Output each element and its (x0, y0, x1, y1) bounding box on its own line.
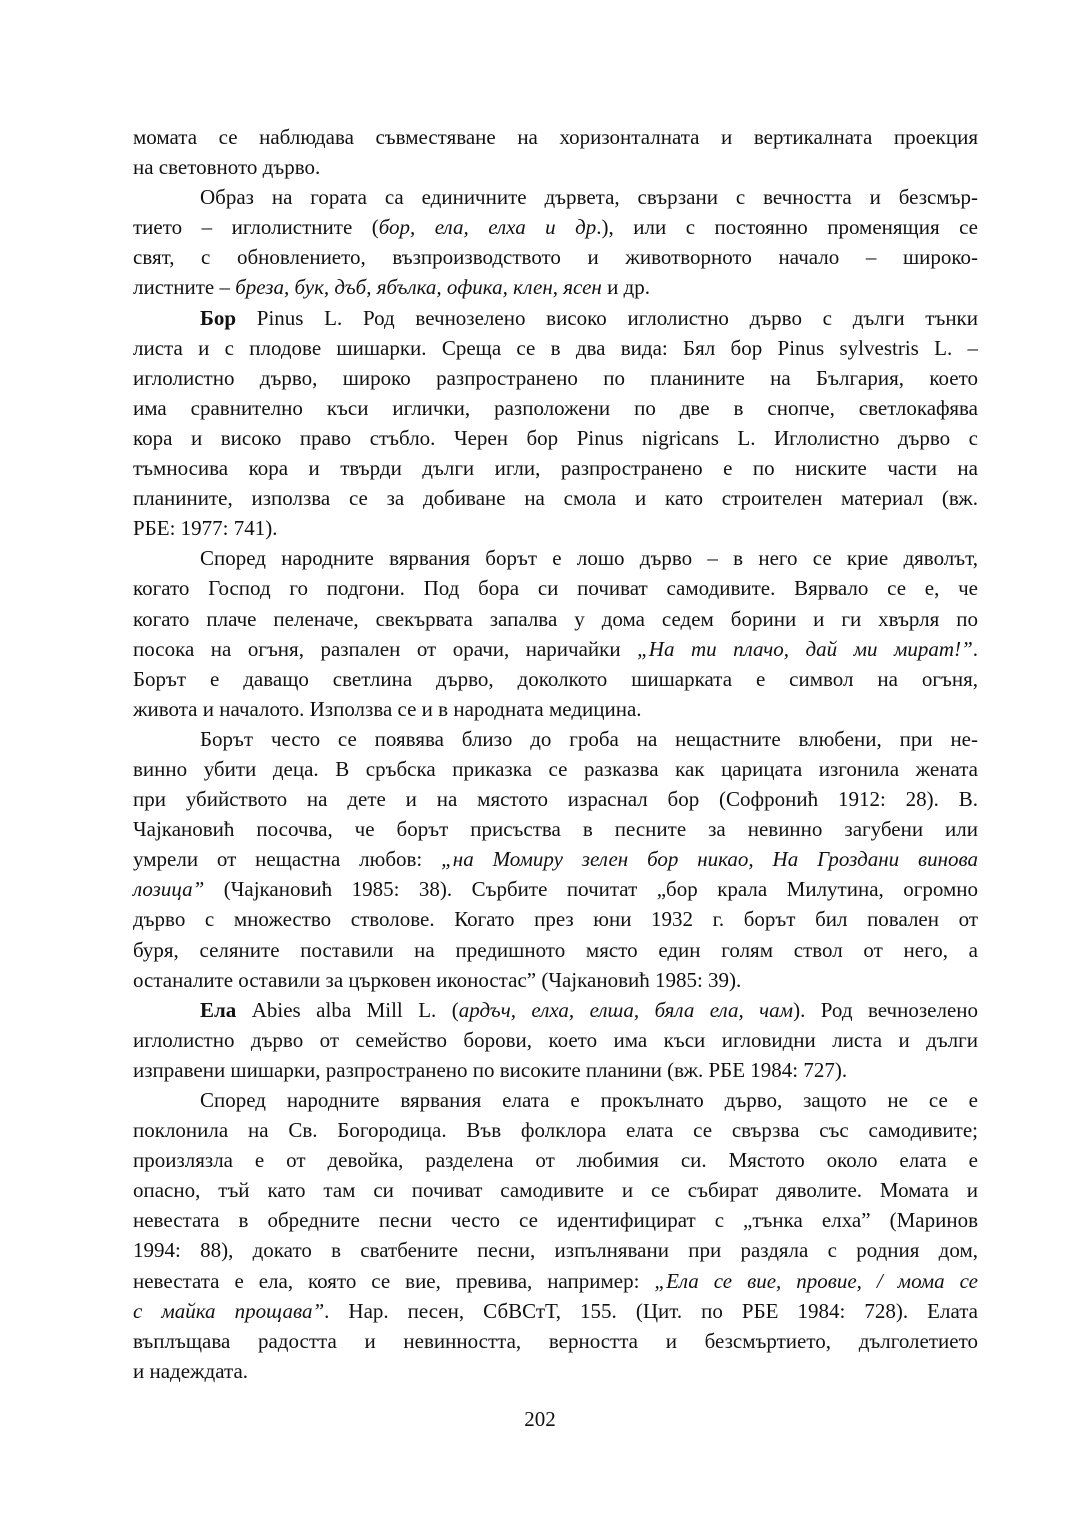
italic-text: ардъч, елха, елша, бяла ела, чам (458, 997, 794, 1022)
text-line (133, 122, 978, 152)
text-run: Abies alba Mill L. ( (236, 997, 459, 1022)
text-line (133, 212, 978, 242)
text-run: . (972, 636, 978, 661)
text-line (133, 935, 978, 965)
text-run: произлязла е от девойка, разделена от любимия си. Мястото около елата е (133, 1148, 978, 1173)
text-line (133, 1205, 978, 1235)
text-run: иглолистно дърво, широко разпространено по планините на България, което (133, 365, 978, 390)
text-run: посока на огъня, разпален от орачи, наричайки (133, 636, 638, 661)
text-run: .), или с постоянно променящия се (596, 215, 978, 240)
text-line (133, 664, 978, 694)
paragraph (133, 995, 978, 1085)
text-run: и др. (601, 275, 650, 300)
text-run: ). Род вечнозелено (793, 997, 979, 1022)
paragraph (133, 122, 978, 182)
text-run: тъмносива кора и твърди дълги игли, разпространено е по ниските части на (133, 456, 978, 481)
paragraph (133, 543, 978, 724)
text-line (133, 965, 978, 995)
text-run: при убийството на дете и на мястото израснал бор (Софронић 1912: 28). В. (133, 787, 978, 812)
text-line (133, 272, 978, 302)
text-line (133, 634, 978, 664)
text-run: Борът е даващо светлина дърво, доколкото шишарката е символ на огъня, (133, 666, 978, 691)
text-line (133, 513, 978, 543)
text-line (133, 303, 978, 333)
text-run: винно убити деца. В сръбска приказка се разказва как царицата изгонила жената (133, 756, 978, 781)
text-line (133, 814, 978, 844)
text-run: Образ на гората са единичните дървета, свързани с вечността и безсмър- (200, 185, 978, 210)
text-line (133, 1235, 978, 1265)
text-line (133, 453, 978, 483)
paragraph (133, 182, 978, 302)
text-line (133, 1025, 978, 1055)
text-line (133, 724, 978, 754)
text-run: Pinus L. Род вечнозелено високо иглолистно дърво с дълги тънки (236, 305, 978, 330)
text-run: буря, селяните поставили на предишното място един голям ствол от него, а (133, 937, 978, 962)
text-run: има сравнително къси иглички, разположени по две в снопче, светлокафява (133, 395, 978, 420)
text-run: Според народните вярвания елата е прокълнато дърво, защото не се е (200, 1088, 978, 1112)
paragraph (133, 303, 978, 544)
text-run: кора и високо право стъбло. Черен бор Pinus nigricans L. Иглолистно дърво с (133, 425, 978, 450)
page-number: 202 (524, 1407, 556, 1431)
bold-term: Бор (200, 305, 237, 330)
italic-text: с майка прощава” (133, 1298, 325, 1323)
text-run: (Чајкановић 1985: 38). Сърбите почитат „бор крала Милутина, огромно (204, 877, 978, 902)
italic-text: бор, ела, елха и др (378, 215, 597, 240)
text-line (133, 573, 978, 603)
text-run: невестата е ела, която се вие, превива, например: (133, 1268, 655, 1293)
text-line (133, 754, 978, 784)
text-line (133, 1115, 978, 1145)
text-run: листа и с плодове шишарки. Среща се в два вида: Бял бор Pinus sylvestris L. – (133, 335, 978, 360)
italic-text: лозица” (133, 877, 205, 902)
text-line (133, 1266, 978, 1296)
text-run: поклонила на Св. Богородица. Във фолклора елата се свързва със самодивите; (133, 1118, 978, 1143)
text-line (133, 182, 978, 212)
text-run: опасно, тъй като там си почиват самодивите и се събират дяволите. Момата и (133, 1178, 978, 1203)
paragraph (133, 724, 978, 995)
text-line (133, 333, 978, 363)
text-run: изправени шишарки, разпространено по високите планини (вж. РБЕ 1984: 727). (133, 1057, 848, 1082)
text-run: . Нар. песен, СбВСтТ, 155. (Цит. по РБЕ 1984: 728). Елата (324, 1298, 978, 1323)
text-line (133, 1356, 978, 1386)
text-line (133, 1145, 978, 1175)
text-line (133, 844, 978, 874)
italic-text: „Ела се вие, провие, / мома се (654, 1268, 978, 1293)
text-run: умрели от нещастна любов: (133, 847, 442, 872)
text-run: и надеждата. (133, 1358, 249, 1383)
text-line (133, 694, 978, 724)
text-run: невестата в обредните песни често се идентифицират с „тънка елха” (Маринов (133, 1208, 978, 1233)
italic-text: бреза, бук, дъб, ябълка, офика, клен, ясен (235, 275, 602, 300)
text-line (133, 1296, 978, 1326)
text-line (133, 363, 978, 393)
text-run: 1994: 88), докато в сватбените песни, изпълнявани при раздяла с родния дом, (133, 1238, 978, 1263)
text-run: Според народните вярвания борът е лошо дърво – в него се крие дяволът, (200, 546, 978, 571)
italic-text: „на Момиру зелен бор никао, На Гроздани винова (441, 847, 978, 872)
text-run: на световното дърво. (133, 155, 321, 180)
text-run: иглолистно дърво от семейство борови, което има къси игловидни листа и дълги (133, 1027, 978, 1052)
text-line (133, 543, 978, 573)
text-line (133, 393, 978, 423)
text-line (133, 152, 978, 182)
text-run: тието – иглолистните ( (133, 215, 379, 240)
text-run: Чајкановић посочва, че борът присъства в песните за невинно загубени или (133, 817, 978, 842)
bold-term: Ела (200, 997, 237, 1022)
text-run: Борът често се появява близо до гроба на нещастните влюбени, при не- (200, 726, 978, 751)
text-line (133, 784, 978, 814)
text-run: планините, използва се за добиване на смола и като строителен материал (вж. (133, 486, 978, 511)
text-run: въплъщава радостта и невинността, верността и безсмъртието, дълголетието (133, 1328, 978, 1353)
text-line (133, 904, 978, 934)
text-line (133, 1055, 978, 1085)
text-run: живота и началото. Използва се и в народната медицина. (133, 696, 642, 721)
text-line (133, 1175, 978, 1205)
text-line (133, 242, 978, 272)
text-line (133, 423, 978, 453)
text-run: дърво с множество стволове. Когато през юни 1932 г. борът бил повален от (133, 907, 978, 932)
paragraph (133, 1085, 978, 1386)
text-run: останалите оставили за църковен иконостас” (Чајкановић 1985: 39). (133, 967, 742, 992)
body-text (133, 122, 978, 1386)
text-line (133, 483, 978, 513)
text-line (133, 1326, 978, 1356)
text-line (133, 995, 978, 1025)
text-line (133, 1085, 978, 1115)
text-run: листните – (133, 275, 236, 300)
text-run: свят, с обновлението, възпроизводството и животворното начало – широко- (133, 245, 978, 270)
text-line (133, 874, 978, 904)
text-run: РБЕ: 1977: 741). (133, 516, 278, 541)
text-run: момата се наблюдава съвместяване на хоризонталната и вертикалната проекция (133, 125, 978, 149)
text-line (133, 604, 978, 634)
text-run: когато Господ го подгони. Под бора си почиват самодивите. Вярвало се е, че (133, 576, 978, 601)
italic-text: „На ти плачо, дай ми мират!” (637, 636, 973, 661)
text-run: когато плаче пеленаче, свекървата запалва у дома седем борини и ги хвърля по (133, 606, 978, 631)
